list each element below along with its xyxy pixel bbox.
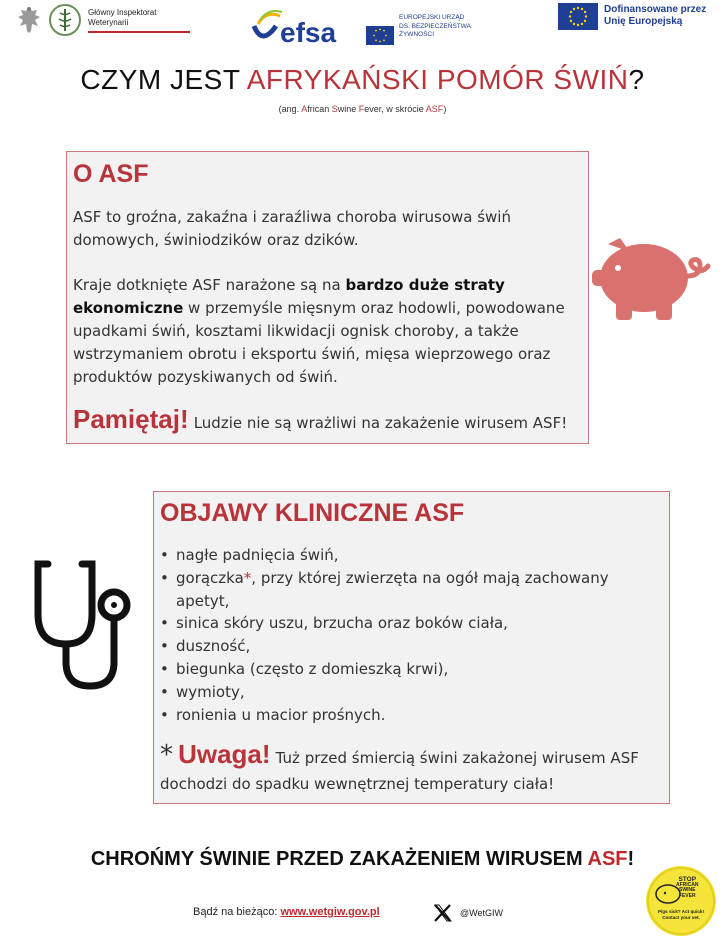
- subtitle-letter-a: A: [301, 104, 308, 114]
- subtitle-ever: ever, w skrócie: [364, 104, 426, 114]
- subtitle-letter-s: S: [331, 104, 338, 114]
- title-question-mark: ?: [628, 64, 645, 95]
- x-logo-icon[interactable]: [433, 903, 453, 923]
- about-paragraph-2: [73, 274, 578, 389]
- page-subtitle: [0, 104, 725, 114]
- about-paragraph-1: ASF to groźna, zakaźna i zaraźliwa choroba wirusowa świń domowych, świniodzików oraz dzików.: [73, 208, 511, 249]
- footer-stay-updated: [193, 906, 380, 918]
- closing-highlight: ASF: [587, 848, 628, 870]
- symptom-star: *: [243, 568, 252, 587]
- remember-label: Pamiętaj!: [73, 404, 189, 434]
- page-title: [0, 64, 725, 96]
- title-part1: CZYM JEST: [80, 64, 247, 95]
- closing-text: CHROŃMY ŚWINIE PRZED ZAKAŻENIEM WIRUSEM: [90, 848, 588, 870]
- giw-logo-icon: [48, 3, 82, 37]
- badge-bottom-1: Pigs sick? Act quick!: [657, 909, 705, 914]
- symptom-text: nagłe padnięcia świń,: [176, 546, 339, 564]
- subtitle-suffix: ): [443, 104, 447, 114]
- eu-funding-text: [604, 4, 706, 28]
- list-item: [160, 567, 660, 613]
- about-asf-box: [66, 151, 589, 444]
- symptom-text: gorączka: [176, 568, 244, 587]
- efsa-sub-line-2: DS. BEZPIECZEŃSTWA: [399, 22, 471, 30]
- efsa-logo-icon: [250, 8, 362, 48]
- warning-label: Uwaga!: [178, 739, 271, 769]
- warning-star: *: [160, 740, 173, 770]
- badge-line-2: AFRICAN: [676, 881, 699, 888]
- subtitle-wine: wine: [337, 104, 359, 114]
- list-item: [160, 704, 660, 727]
- about-p2-bold: bardzo duże straty ekonomiczne: [73, 276, 505, 317]
- about-p2-start: Kraje dotknięte ASF narażone są na: [73, 276, 346, 294]
- remember-note: [73, 404, 567, 435]
- efsa-wordmark: efsa: [280, 17, 337, 48]
- badge-line-4: FEVER: [678, 892, 696, 899]
- symptom-text: sinica skóry uszu, brzucha oraz boków ciała,: [176, 614, 508, 633]
- stop-asf-badge-icon: [646, 866, 716, 936]
- list-item: [160, 544, 660, 567]
- piggy-icon: [590, 230, 714, 322]
- subtitle-letter-f: F: [358, 104, 365, 114]
- list-item: [160, 681, 660, 704]
- efsa-sub-line-3: ŻYWNOŚCI: [399, 31, 435, 38]
- symptoms-list: [160, 544, 660, 726]
- efsa-subtitle: [399, 14, 471, 40]
- subtitle-prefix: (ang.: [278, 104, 302, 114]
- about-heading: O ASF: [73, 160, 149, 188]
- symptoms-box: [153, 491, 670, 804]
- title-highlight: AFRYKAŃSKI POMÓR ŚWIŃ: [246, 64, 629, 95]
- symptom-text: duszność,: [176, 637, 251, 656]
- eagle-emblem-icon: [14, 4, 44, 36]
- giw-line-1: Główny Inspektorat: [88, 8, 157, 17]
- stethoscope-icon: [30, 558, 136, 692]
- eu-line-1: Dofinansowane przez: [604, 4, 707, 15]
- badge-bottom-text: [652, 909, 710, 921]
- x-handle[interactable]: @WetGIW: [460, 908, 503, 918]
- website-link[interactable]: www.wetgiw.gov.pl: [280, 906, 380, 918]
- badge-line-1: STOP: [678, 876, 697, 883]
- remember-text: Ludzie nie są wrażliwi na zakażenie wirusem ASF!: [193, 414, 568, 432]
- closing-slogan: [0, 848, 725, 871]
- footer-label: Bądź na bieżąco:: [193, 906, 281, 918]
- about-p2-end: w przemyśle mięsnym oraz hodowli, powodowane upadkami świń, kosztami likwidacji ognisk choroby, a także wstrzymaniem obrotu i eksportu świń, mięsa wieprzowego oraz produktów pozyskiwanych od świń.: [73, 299, 565, 386]
- efsa-eu-flag-icon: [366, 26, 394, 45]
- warning-text: Tuż przed śmiercią świni zakażonej wirusem ASF dochodzi do spadku wewnętrznej temperatury ciała!: [160, 749, 639, 793]
- subtitle-frican: frican: [307, 104, 332, 114]
- eu-flag-icon: [558, 3, 598, 30]
- list-item: [160, 612, 660, 635]
- closing-end: !: [627, 848, 635, 870]
- list-item: [160, 635, 660, 658]
- symptom-text-cont: , przy której zwierzęta na ogół mają zachowany apetyt,: [176, 568, 609, 610]
- eu-line-2: Unię Europejską: [604, 16, 683, 27]
- list-item: [160, 658, 660, 681]
- symptoms-heading: OBJAWY KLINICZNE ASF: [160, 499, 465, 527]
- badge-stop-text: [676, 877, 699, 899]
- symptom-text: wymioty,: [176, 682, 245, 701]
- symptom-text: ronienia u macior prośnych.: [176, 705, 386, 724]
- giw-name: [88, 8, 156, 28]
- badge-bottom-2: Contact your vet.: [662, 915, 700, 920]
- efsa-sub-line-1: EUROPEJSKI URZĄD: [399, 14, 465, 21]
- symptom-text: biegunka (często z domieszką krwi),: [176, 659, 449, 678]
- warning-note: [160, 739, 660, 797]
- badge-line-3: SWINE: [679, 887, 696, 893]
- subtitle-asf: ASF: [425, 104, 444, 114]
- giw-line-2: Weterynarii: [88, 18, 129, 27]
- header-divider: [88, 31, 190, 33]
